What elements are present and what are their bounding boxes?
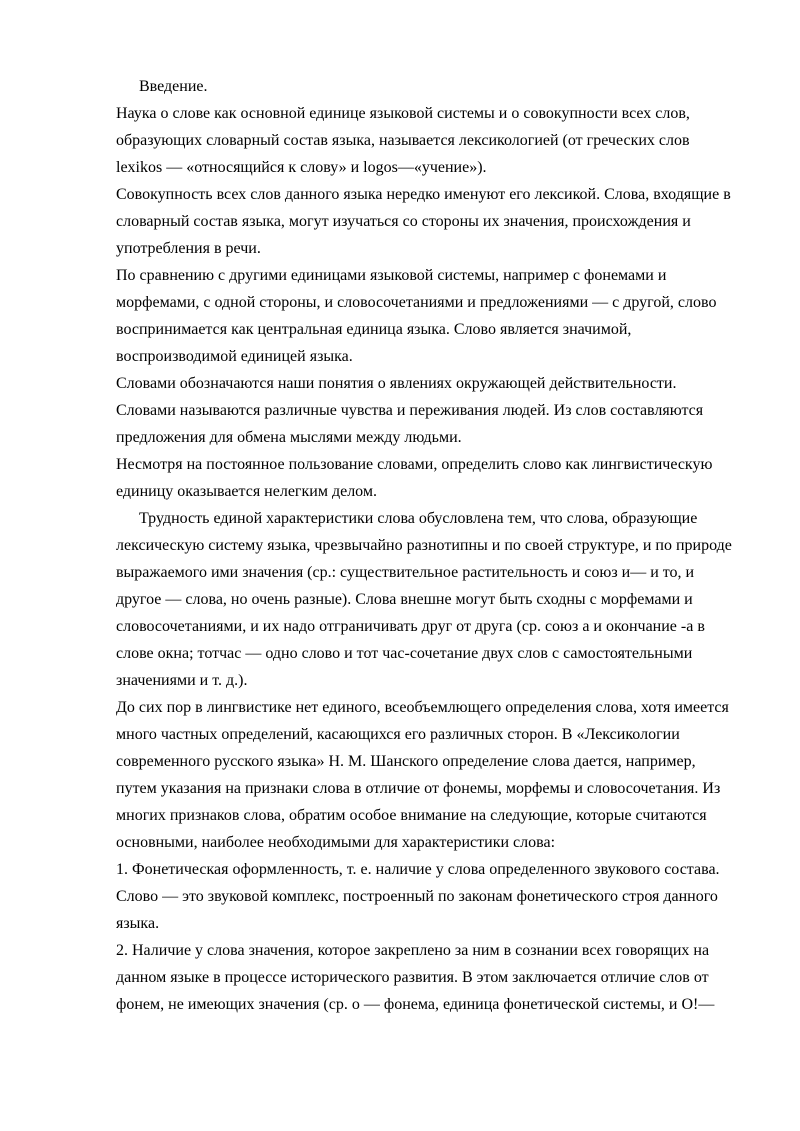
text-line: данном языке в процессе исторического развития. В этом заключается отличие слов от [116,969,709,986]
text-line: морфемами, с одной стороны, и словосочетаниями и предложениями — с другой, слово [116,294,717,311]
text-line: лексическую систему языка, чрезвычайно разнотипны и по своей структуре, и по природе [116,537,732,554]
text-line: современного русского языка» Н. М. Шанского определение слова дается, например, [116,753,696,770]
text-line: Слово — это звуковой комплекс, построенный по законам фонетического строя данного [116,888,718,905]
heading-introduction: Введение. [139,78,208,95]
text-line: путем указания на признаки слова в отличие от фонемы, морфемы и словосочетания. Из [116,780,721,797]
text-line: Трудность единой характеристики слова обусловлена тем, что слова, образующие [139,510,698,527]
text-line: многих признаков слова, обратим особое внимание на следующие, которые считаются [116,807,707,824]
text-line: языка. [116,915,160,932]
text-line: словосочетаниями, и их надо отграничивать друг от друга (ср. союз а и окончание -а в [116,618,705,635]
text-line: По сравнению с другими единицами языковой системы, например с фонемами и [116,267,667,284]
text-line: воспроизводимой единицей языка. [116,348,353,365]
text-line: фонем, не имеющих значения (ср. о — фонема, единица фонетической системы, и О!— [116,996,715,1013]
text-line: 1. Фонетическая оформленность, т. е. наличие у слова определенного звукового состава. [116,861,720,878]
text-line: выражаемого ими значения (ср.: существительное растительность и союз и— и то, и [116,564,695,581]
text-line: основными, наиболее необходимыми для характеристики слова: [116,834,556,851]
document-page [116,73,756,1018]
text-line: 2. Наличие у слова значения, которое закреплено за ним в сознании всех говорящих на [116,942,710,959]
text-line: предложения для обмена мыслями между людьми. [116,429,462,446]
text-line: значениями и т. д.). [116,672,248,689]
text-line: слове окна; тотчас — одно слово и тот час-сочетание двух слов с самостоятельными [116,645,693,662]
text-line: образующих словарный состав языка, называется лексикологией (от греческих слов [116,132,690,149]
text-line: другое — слова, но очень разные). Слова внешне могут быть сходны с морфемами и [116,591,693,608]
text-line: Совокупность всех слов данного языка нередко именуют его лексикой. Слова, входящие в [116,186,731,203]
text-line: употребления в речи. [116,240,261,257]
text-line: словарный состав языка, могут изучаться со стороны их значения, происхождения и [116,213,691,230]
text-line: Наука о слове как основной единице языковой системы и о совокупности всех слов, [116,105,690,122]
text-line: lexikos — «относящийся к слову» и logos—«учение»). [116,159,487,176]
text-line: Словами называются различные чувства и переживания людей. Из слов составляются [116,402,704,419]
text-line: много частных определений, касающихся его различных сторон. В «Лексикологии [116,726,680,743]
text-line: Словами обозначаются наши понятия о явлениях окружающей действительности. [116,375,677,392]
text-line: единицу оказывается нелегким делом. [116,483,377,500]
text-line: Несмотря на постоянное пользование словами, определить слово как лингвистическую [116,456,713,473]
text-line: воспринимается как центральная единица языка. Слово является значимой, [116,321,632,338]
text-line: До сих пор в лингвистике нет единого, всеобъемлющего определения слова, хотя имеется [116,699,729,716]
